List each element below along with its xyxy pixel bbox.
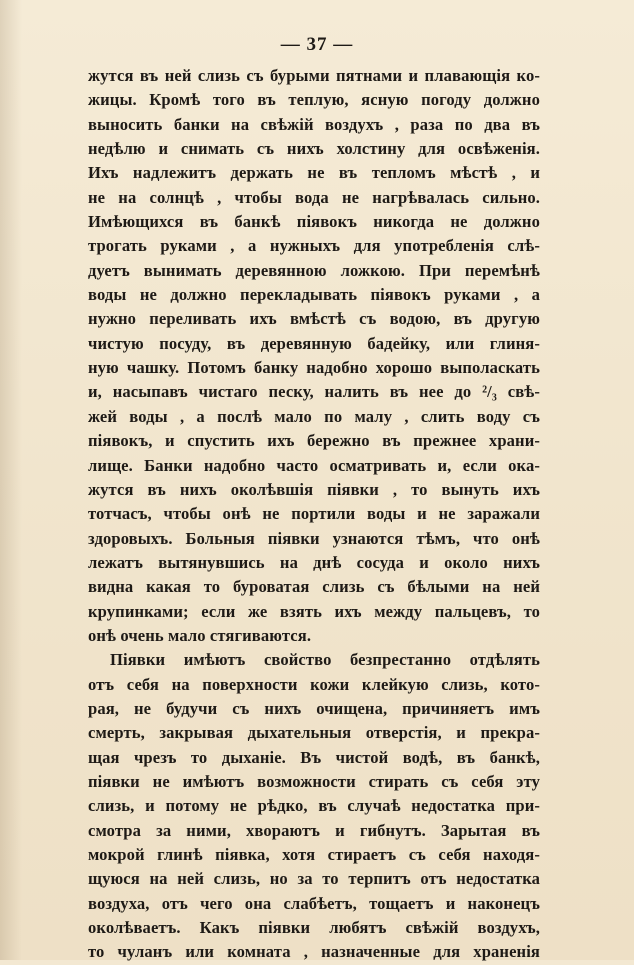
text-line: Имѣющихся въ банкѣ піявокъ никогда не должно [88,212,540,232]
text-line: жей воды , а послѣ мало по малу , слить воду съ [88,406,540,426]
text-line: Піявки имѣютъ свойство безпрестанно отдѣлять [110,650,540,670]
text-line: жицы. Кромѣ того въ теплую, ясную погоду должно [88,90,540,110]
text-line: тотчасъ, чтобы онѣ не портили воды и не заражали [88,504,540,524]
text-line: смерть, закрывая дыхательныя отверстія, и прекра- [88,723,540,743]
text-line: чистую посуду, въ деревянную бадейку, или глиня- [88,333,540,353]
text-line: околѣваетъ. Какъ піявки любятъ свѣжій воздухъ, [88,918,540,938]
text-line: то чуланъ или комната , назначенные для храненія [88,942,540,962]
text-line: піявки не имѣютъ возможности стирать съ себя эту [88,771,540,791]
text-line: лище. Банки надобно часто осматривать и, если ока- [88,455,540,475]
text-line: трогать руками , а нужныхъ для употребленія слѣ- [88,236,540,256]
text-line: воды не должно перекладывать піявокъ руками , а [88,285,540,305]
text-line: воздуха, отъ чего она слабѣетъ, тощаетъ и наконецъ [88,893,540,913]
text-line: ную чашку. Потомъ банку надобно хорошо выполаскать [88,358,540,378]
text-line: смотра за ними, хвораютъ и гибнутъ. Зарытая въ [88,820,540,840]
text-line: здоровыхъ. Больныя піявки узнаются тѣмъ, что онѣ [88,528,540,548]
text-line: мокрой глинѣ піявка, хотя стираетъ съ себя находя- [88,845,540,864]
text-line: слизь, и потому не рѣдко, въ случаѣ недостатка при- [88,796,540,816]
text-line: жутся въ нихъ околѣвшія піявки , то вынуть ихъ [88,479,540,499]
text-line: жутся въ ней слизь съ бурыми пятнами и плавающія ко- [88,66,540,85]
body-text [88,64,540,965]
page-number: — 37 — [280,34,354,55]
text-line: піявокъ, и спустить ихъ бережно въ прежнее храни- [88,431,540,451]
text-line: щая чрезъ то дыханіе. Въ чистой водѣ, въ банкѣ, [88,747,540,767]
text-line: рая, не будучи съ нихъ очищена, причиняетъ имъ [88,698,540,718]
text-line: Ихъ надлежитъ держать не въ тепломъ мѣстѣ , и [88,163,540,183]
text-line: не на солнцѣ , чтобы вода не нагрѣвалась сильно. [88,187,540,207]
text-line: нужно переливать ихъ вмѣстѣ съ водою, въ другую [88,309,540,329]
text-line: щуюся на ней слизь, но за то терпитъ отъ недостатка [88,869,540,889]
text-line: недѣлю и снимать съ нихъ холстину для освѣженія. [88,139,540,159]
text-line: онѣ очень мало стягиваются. [88,625,312,645]
text-line: выносить банки на свѣжій воздухъ , раза по два въ [88,114,540,134]
text-line: лежатъ вытянувшись на днѣ сосуда и около нихъ [88,552,540,572]
text-line: дуетъ вынимать деревянною ложкою. При перемѣнѣ [88,260,540,280]
text-line: видна какая то буроватая слизь съ бѣлыми на ней [88,577,540,597]
text-line: крупинками; если же взять ихъ между пальцевъ, то [88,601,540,621]
text-line: и, насыпавъ чистаго песку, налить въ нее до ²/₃ свѣ- [88,382,540,402]
text-line: отъ себя на поверхности кожи клейкую слизь, кото- [88,674,540,694]
